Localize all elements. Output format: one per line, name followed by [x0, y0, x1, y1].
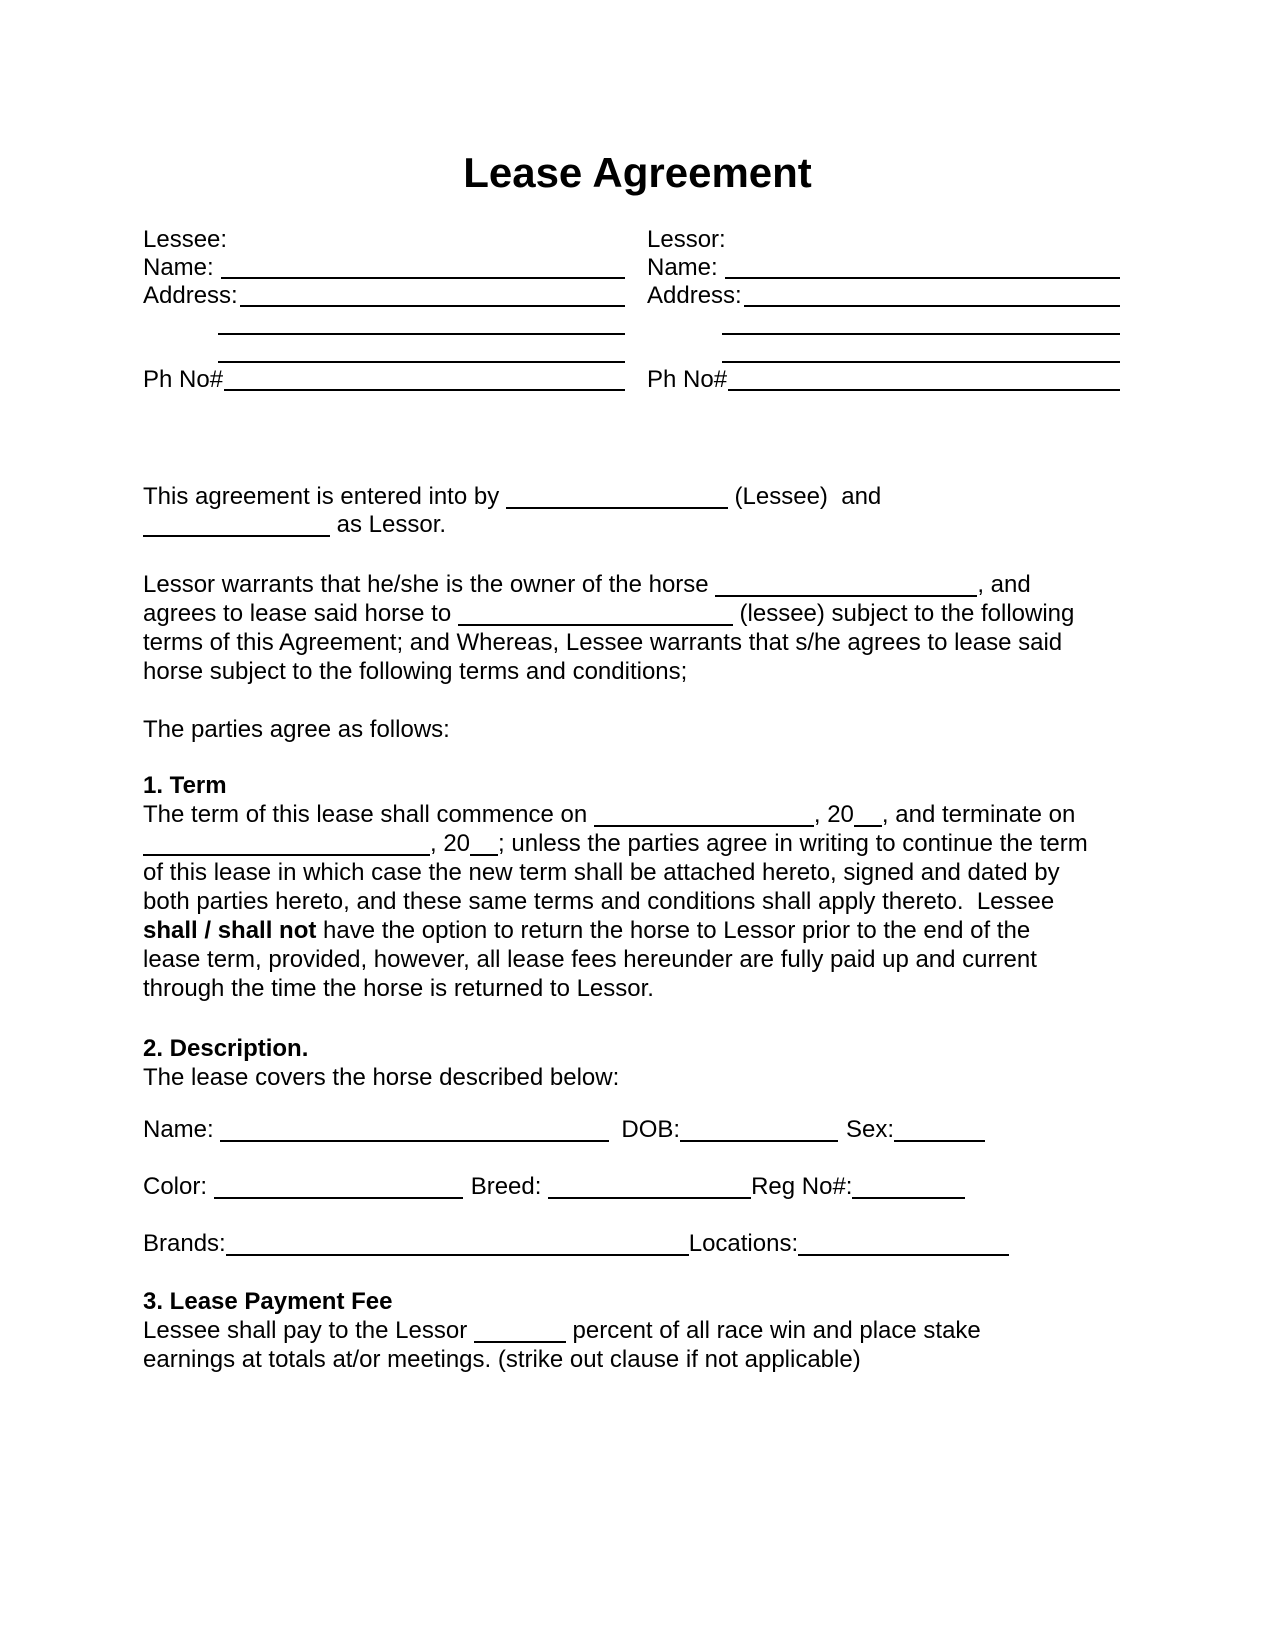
lessee-name-label: Name:: [143, 254, 214, 281]
term-commence-year-field[interactable]: [854, 825, 882, 827]
horse-color-row: [143, 1173, 965, 1202]
brands-label: Brands:: [143, 1230, 226, 1257]
payment-text-1b: percent of all race win and place stake: [565, 1317, 981, 1344]
color-field[interactable]: [214, 1197, 463, 1199]
warrants-text-1a: Lessor warrants that he/she is the owner of the horse: [143, 571, 716, 598]
lessee-address-field-3[interactable]: [218, 361, 625, 363]
term-text-2a: , 20: [430, 830, 471, 857]
lessee-phone-label: Ph No#: [143, 366, 224, 393]
lessor-phone-field[interactable]: [728, 389, 1120, 391]
breed-field[interactable]: [548, 1197, 751, 1199]
payment-percent-field[interactable]: [474, 1341, 566, 1343]
warrants-text-1b: , and: [977, 571, 1031, 598]
intro-text-as-lessor: as Lessor.: [330, 511, 447, 538]
warrants-line-2: [143, 600, 1074, 629]
payment-text-1a: Lessee shall pay to the Lessor: [143, 1317, 474, 1344]
dob-field[interactable]: [680, 1140, 838, 1142]
document-title: Lease Agreement: [463, 149, 812, 196]
lessee-role-label: Lessee:: [143, 226, 228, 253]
intro-line-1: [143, 483, 881, 512]
term-terminate-year-field[interactable]: [470, 854, 498, 856]
agree-line: The parties agree as follows:: [143, 716, 450, 743]
breed-label: Breed:: [470, 1173, 549, 1200]
term-line-7: through the time the horse is returned to Lessor.: [143, 975, 654, 1002]
term-text-1c: , and terminate on: [881, 801, 1076, 828]
lessee-address-field-1[interactable]: [240, 305, 625, 307]
term-terminate-date-field[interactable]: [143, 854, 430, 856]
lessee-name-field[interactable]: [221, 277, 625, 279]
reg-no-field[interactable]: [852, 1197, 965, 1199]
intro-line-2: [143, 511, 446, 540]
term-line-6: lease term, provided, however, all lease fees hereunder are fully paid up and current: [143, 946, 1037, 973]
lessee-column: [143, 226, 625, 394]
description-intro: The lease covers the horse described below:: [143, 1064, 620, 1091]
term-heading: 1. Term: [143, 772, 227, 799]
lessor-address-field-1[interactable]: [744, 305, 1120, 307]
warrants-lessee-name-field[interactable]: [458, 624, 733, 626]
term-commence-date-field[interactable]: [594, 825, 814, 827]
lessee-address-field-2[interactable]: [218, 333, 625, 335]
intro-text-entered-by: This agreement is entered into by: [143, 483, 506, 510]
horse-name-field[interactable]: [220, 1140, 609, 1142]
intro-text-lessee-tag: (Lessee) and: [727, 483, 882, 510]
lessor-role-label: Lessor:: [647, 226, 726, 253]
horse-name-label: Name:: [143, 1116, 221, 1143]
term-text-5-rest: have the option to return the horse to Lessor prior to the end of the: [316, 917, 1031, 944]
term-line-3: of this lease in which case the new term shall be attached hereto, signed and dated by: [143, 859, 1060, 886]
horse-name-row: [143, 1116, 985, 1145]
horse-brands-row: [143, 1230, 1009, 1259]
brands-field[interactable]: [226, 1254, 689, 1256]
term-text-2b: ; unless the parties agree in writing to continue the term: [498, 830, 1088, 857]
warrants-text-2b: (lessee) subject to the following: [732, 600, 1075, 627]
lessor-phone-label: Ph No#: [647, 366, 728, 393]
lessor-address-field-3[interactable]: [722, 361, 1120, 363]
warrants-line-4: horse subject to the following terms and conditions;: [143, 658, 688, 685]
dob-label: DOB:: [621, 1116, 681, 1143]
lessor-address-field-2[interactable]: [722, 333, 1120, 335]
payment-line-2: earnings at totals at/or meetings. (strike out clause if not applicable): [143, 1346, 861, 1373]
payment-heading: 3. Lease Payment Fee: [143, 1288, 393, 1315]
warrants-text-2a: agrees to lease said horse to: [143, 600, 458, 627]
locations-label: Locations:: [688, 1230, 799, 1257]
intro-lessee-name-field[interactable]: [506, 507, 728, 509]
term-text-1b: , 20: [813, 801, 854, 828]
warrants-line-1: [143, 571, 1031, 600]
reg-no-label: Reg No#:: [751, 1173, 853, 1200]
term-text-1a: The term of this lease shall commence on: [143, 801, 594, 828]
term-line-4: both parties hereto, and these same terms and conditions shall apply thereto. Lessee: [143, 888, 1055, 915]
lessor-address-label: Address:: [647, 282, 742, 309]
term-line-2: [143, 830, 1088, 859]
lessor-name-label: Name:: [647, 254, 718, 281]
sex-field[interactable]: [894, 1140, 985, 1142]
lessee-address-label: Address:: [143, 282, 238, 309]
locations-field[interactable]: [798, 1254, 1009, 1256]
intro-lessor-name-field[interactable]: [143, 535, 330, 537]
lessee-phone-field[interactable]: [224, 389, 625, 391]
description-heading: 2. Description.: [143, 1035, 309, 1062]
term-line-5: [143, 917, 1030, 946]
payment-line-1: [143, 1317, 981, 1346]
lessor-name-field[interactable]: [725, 277, 1120, 279]
term-line-1: [143, 801, 1075, 830]
warrants-line-3: terms of this Agreement; and Whereas, Lessee warrants that s/he agrees to lease said: [143, 629, 1063, 656]
sex-label: Sex:: [846, 1116, 895, 1143]
lessor-column: [647, 226, 1120, 394]
warrants-horse-name-field[interactable]: [715, 595, 977, 597]
color-label: Color:: [143, 1173, 214, 1200]
term-shall-option-text: shall / shall not: [143, 917, 317, 944]
